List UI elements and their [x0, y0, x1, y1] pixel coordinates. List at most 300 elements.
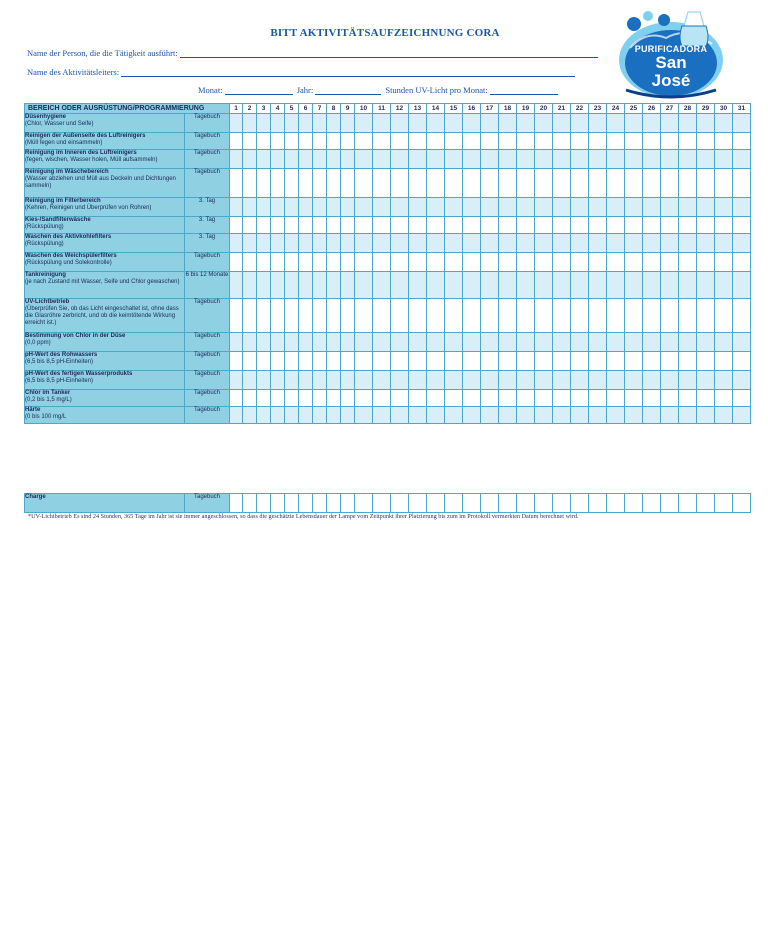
day-cell[interactable] [257, 299, 271, 333]
day-cell[interactable] [535, 390, 553, 407]
day-cell[interactable] [243, 198, 257, 217]
day-cell[interactable] [299, 407, 313, 424]
day-cell[interactable] [661, 371, 679, 390]
day-cell[interactable] [257, 272, 271, 299]
day-cell[interactable] [643, 390, 661, 407]
day-cell[interactable] [445, 253, 463, 272]
day-cell[interactable] [697, 299, 715, 333]
day-cell[interactable] [341, 272, 355, 299]
day-cell[interactable] [643, 299, 661, 333]
day-cell[interactable] [553, 407, 571, 424]
day-cell[interactable] [499, 407, 517, 424]
day-cell[interactable] [733, 253, 751, 272]
day-cell[interactable] [427, 150, 445, 169]
day-cell[interactable] [257, 114, 271, 133]
day-cell[interactable] [243, 390, 257, 407]
day-cell[interactable] [327, 407, 341, 424]
day-cell[interactable] [553, 352, 571, 371]
day-cell[interactable] [463, 253, 481, 272]
day-cell[interactable] [355, 299, 373, 333]
day-cell[interactable] [697, 407, 715, 424]
day-cell[interactable] [230, 299, 243, 333]
day-cell[interactable] [517, 352, 535, 371]
day-cell[interactable] [715, 371, 733, 390]
day-cell[interactable] [517, 333, 535, 352]
day-cell[interactable] [327, 133, 341, 150]
day-cell[interactable] [285, 133, 299, 150]
day-cell[interactable] [625, 114, 643, 133]
day-cell[interactable] [313, 352, 327, 371]
day-cell[interactable] [313, 299, 327, 333]
day-cell[interactable] [481, 150, 499, 169]
day-cell[interactable] [409, 352, 427, 371]
day-cell[interactable] [257, 390, 271, 407]
day-cell[interactable] [517, 114, 535, 133]
day-cell[interactable] [285, 114, 299, 133]
day-cell[interactable] [445, 299, 463, 333]
day-cell[interactable] [341, 333, 355, 352]
day-cell[interactable] [517, 169, 535, 198]
day-cell[interactable] [571, 150, 589, 169]
day-cell[interactable] [625, 333, 643, 352]
day-cell[interactable] [607, 272, 625, 299]
day-cell[interactable] [230, 371, 243, 390]
day-cell[interactable] [427, 169, 445, 198]
day-cell[interactable] [553, 114, 571, 133]
day-cell[interactable] [499, 169, 517, 198]
day-cell[interactable] [271, 407, 285, 424]
day-cell[interactable] [373, 407, 391, 424]
charge-day-cell[interactable] [517, 494, 535, 513]
day-cell[interactable] [643, 234, 661, 253]
day-cell[interactable] [271, 299, 285, 333]
day-cell[interactable] [625, 253, 643, 272]
day-cell[interactable] [571, 333, 589, 352]
day-cell[interactable] [313, 253, 327, 272]
day-cell[interactable] [463, 133, 481, 150]
day-cell[interactable] [299, 272, 313, 299]
day-cell[interactable] [327, 234, 341, 253]
day-cell[interactable] [243, 150, 257, 169]
day-cell[interactable] [341, 371, 355, 390]
day-cell[interactable] [327, 169, 341, 198]
day-cell[interactable] [499, 352, 517, 371]
day-cell[interactable] [271, 150, 285, 169]
day-cell[interactable] [355, 352, 373, 371]
day-cell[interactable] [535, 169, 553, 198]
day-cell[interactable] [391, 390, 409, 407]
day-cell[interactable] [715, 299, 733, 333]
day-cell[interactable] [535, 198, 553, 217]
day-cell[interactable] [373, 299, 391, 333]
day-cell[interactable] [313, 217, 327, 234]
charge-day-cell[interactable] [463, 494, 481, 513]
day-cell[interactable] [285, 217, 299, 234]
day-cell[interactable] [327, 114, 341, 133]
day-cell[interactable] [571, 352, 589, 371]
day-cell[interactable] [445, 169, 463, 198]
day-cell[interactable] [697, 150, 715, 169]
day-cell[interactable] [715, 253, 733, 272]
day-cell[interactable] [243, 352, 257, 371]
day-cell[interactable] [499, 371, 517, 390]
day-cell[interactable] [299, 133, 313, 150]
day-cell[interactable] [589, 114, 607, 133]
day-cell[interactable] [625, 352, 643, 371]
year-line[interactable] [315, 86, 381, 95]
day-cell[interactable] [355, 234, 373, 253]
day-cell[interactable] [427, 217, 445, 234]
day-cell[interactable] [481, 217, 499, 234]
day-cell[interactable] [607, 114, 625, 133]
day-cell[interactable] [733, 217, 751, 234]
day-cell[interactable] [643, 217, 661, 234]
day-cell[interactable] [535, 371, 553, 390]
day-cell[interactable] [553, 333, 571, 352]
day-cell[interactable] [391, 272, 409, 299]
day-cell[interactable] [445, 390, 463, 407]
day-cell[interactable] [230, 272, 243, 299]
day-cell[interactable] [661, 352, 679, 371]
day-cell[interactable] [445, 133, 463, 150]
leader-line[interactable] [121, 68, 575, 77]
day-cell[interactable] [427, 407, 445, 424]
day-cell[interactable] [409, 333, 427, 352]
day-cell[interactable] [607, 352, 625, 371]
day-cell[interactable] [589, 333, 607, 352]
day-cell[interactable] [625, 198, 643, 217]
day-cell[interactable] [517, 234, 535, 253]
day-cell[interactable] [427, 198, 445, 217]
day-cell[interactable] [553, 150, 571, 169]
day-cell[interactable] [535, 333, 553, 352]
day-cell[interactable] [271, 253, 285, 272]
day-cell[interactable] [607, 169, 625, 198]
day-cell[interactable] [285, 390, 299, 407]
day-cell[interactable] [285, 371, 299, 390]
day-cell[interactable] [499, 253, 517, 272]
day-cell[interactable] [355, 390, 373, 407]
day-cell[interactable] [341, 114, 355, 133]
day-cell[interactable] [230, 253, 243, 272]
day-cell[interactable] [299, 114, 313, 133]
day-cell[interactable] [299, 169, 313, 198]
day-cell[interactable] [571, 371, 589, 390]
day-cell[interactable] [697, 272, 715, 299]
day-cell[interactable] [257, 169, 271, 198]
day-cell[interactable] [571, 114, 589, 133]
day-cell[interactable] [230, 133, 243, 150]
day-cell[interactable] [625, 299, 643, 333]
day-cell[interactable] [445, 234, 463, 253]
day-cell[interactable] [391, 234, 409, 253]
day-cell[interactable] [243, 407, 257, 424]
day-cell[interactable] [733, 272, 751, 299]
day-cell[interactable] [625, 234, 643, 253]
charge-day-cell[interactable] [715, 494, 733, 513]
day-cell[interactable] [733, 333, 751, 352]
day-cell[interactable] [733, 198, 751, 217]
day-cell[interactable] [341, 217, 355, 234]
day-cell[interactable] [391, 407, 409, 424]
day-cell[interactable] [271, 333, 285, 352]
charge-day-cell[interactable] [409, 494, 427, 513]
day-cell[interactable] [697, 234, 715, 253]
day-cell[interactable] [679, 253, 697, 272]
day-cell[interactable] [243, 299, 257, 333]
day-cell[interactable] [715, 217, 733, 234]
day-cell[interactable] [517, 198, 535, 217]
day-cell[interactable] [341, 133, 355, 150]
day-cell[interactable] [643, 169, 661, 198]
day-cell[interactable] [589, 272, 607, 299]
day-cell[interactable] [463, 198, 481, 217]
day-cell[interactable] [243, 114, 257, 133]
day-cell[interactable] [409, 114, 427, 133]
day-cell[interactable] [481, 352, 499, 371]
day-cell[interactable] [733, 133, 751, 150]
day-cell[interactable] [499, 234, 517, 253]
day-cell[interactable] [391, 114, 409, 133]
day-cell[interactable] [553, 169, 571, 198]
day-cell[interactable] [535, 217, 553, 234]
day-cell[interactable] [643, 133, 661, 150]
day-cell[interactable] [553, 390, 571, 407]
day-cell[interactable] [373, 371, 391, 390]
day-cell[interactable] [715, 150, 733, 169]
day-cell[interactable] [243, 371, 257, 390]
day-cell[interactable] [679, 198, 697, 217]
day-cell[interactable] [589, 371, 607, 390]
day-cell[interactable] [257, 371, 271, 390]
day-cell[interactable] [481, 299, 499, 333]
day-cell[interactable] [661, 272, 679, 299]
day-cell[interactable] [481, 169, 499, 198]
day-cell[interactable] [463, 150, 481, 169]
day-cell[interactable] [427, 371, 445, 390]
day-cell[interactable] [607, 390, 625, 407]
day-cell[interactable] [285, 234, 299, 253]
day-cell[interactable] [643, 333, 661, 352]
month-line[interactable] [225, 86, 293, 95]
day-cell[interactable] [373, 352, 391, 371]
day-cell[interactable] [715, 333, 733, 352]
day-cell[interactable] [230, 234, 243, 253]
day-cell[interactable] [271, 169, 285, 198]
day-cell[interactable] [733, 114, 751, 133]
day-cell[interactable] [285, 352, 299, 371]
day-cell[interactable] [517, 371, 535, 390]
day-cell[interactable] [257, 198, 271, 217]
day-cell[interactable] [243, 272, 257, 299]
day-cell[interactable] [391, 371, 409, 390]
day-cell[interactable] [230, 198, 243, 217]
day-cell[interactable] [733, 390, 751, 407]
day-cell[interactable] [607, 133, 625, 150]
charge-day-cell[interactable] [733, 494, 751, 513]
day-cell[interactable] [733, 234, 751, 253]
day-cell[interactable] [607, 150, 625, 169]
day-cell[interactable] [589, 234, 607, 253]
day-cell[interactable] [643, 150, 661, 169]
day-cell[interactable] [243, 217, 257, 234]
day-cell[interactable] [409, 133, 427, 150]
day-cell[interactable] [463, 333, 481, 352]
day-cell[interactable] [697, 333, 715, 352]
day-cell[interactable] [341, 198, 355, 217]
day-cell[interactable] [285, 198, 299, 217]
day-cell[interactable] [355, 150, 373, 169]
day-cell[interactable] [299, 352, 313, 371]
day-cell[interactable] [661, 390, 679, 407]
day-cell[interactable] [661, 150, 679, 169]
person-line[interactable] [180, 49, 598, 58]
day-cell[interactable] [391, 352, 409, 371]
day-cell[interactable] [355, 407, 373, 424]
day-cell[interactable] [299, 333, 313, 352]
day-cell[interactable] [313, 371, 327, 390]
day-cell[interactable] [341, 352, 355, 371]
day-cell[interactable] [661, 217, 679, 234]
day-cell[interactable] [230, 169, 243, 198]
day-cell[interactable] [313, 333, 327, 352]
day-cell[interactable] [355, 114, 373, 133]
day-cell[interactable] [463, 114, 481, 133]
day-cell[interactable] [697, 114, 715, 133]
day-cell[interactable] [733, 150, 751, 169]
day-cell[interactable] [243, 253, 257, 272]
day-cell[interactable] [661, 333, 679, 352]
day-cell[interactable] [271, 352, 285, 371]
charge-day-cell[interactable] [625, 494, 643, 513]
day-cell[interactable] [499, 114, 517, 133]
day-cell[interactable] [571, 169, 589, 198]
day-cell[interactable] [661, 253, 679, 272]
day-cell[interactable] [313, 272, 327, 299]
day-cell[interactable] [625, 407, 643, 424]
charge-day-cell[interactable] [243, 494, 257, 513]
day-cell[interactable] [661, 234, 679, 253]
day-cell[interactable] [733, 371, 751, 390]
day-cell[interactable] [499, 150, 517, 169]
day-cell[interactable] [733, 299, 751, 333]
day-cell[interactable] [409, 150, 427, 169]
day-cell[interactable] [409, 371, 427, 390]
day-cell[interactable] [299, 390, 313, 407]
day-cell[interactable] [733, 407, 751, 424]
day-cell[interactable] [643, 114, 661, 133]
day-cell[interactable] [715, 272, 733, 299]
day-cell[interactable] [697, 169, 715, 198]
day-cell[interactable] [445, 198, 463, 217]
charge-day-cell[interactable] [299, 494, 313, 513]
day-cell[interactable] [373, 114, 391, 133]
day-cell[interactable] [373, 217, 391, 234]
day-cell[interactable] [373, 198, 391, 217]
day-cell[interactable] [341, 253, 355, 272]
day-cell[interactable] [257, 234, 271, 253]
day-cell[interactable] [341, 234, 355, 253]
day-cell[interactable] [391, 299, 409, 333]
day-cell[interactable] [697, 133, 715, 150]
day-cell[interactable] [445, 333, 463, 352]
day-cell[interactable] [285, 333, 299, 352]
day-cell[interactable] [355, 217, 373, 234]
day-cell[interactable] [257, 150, 271, 169]
day-cell[interactable] [327, 253, 341, 272]
day-cell[interactable] [299, 234, 313, 253]
day-cell[interactable] [355, 272, 373, 299]
day-cell[interactable] [230, 407, 243, 424]
day-cell[interactable] [499, 299, 517, 333]
day-cell[interactable] [463, 352, 481, 371]
day-cell[interactable] [499, 198, 517, 217]
day-cell[interactable] [243, 234, 257, 253]
day-cell[interactable] [589, 390, 607, 407]
day-cell[interactable] [373, 169, 391, 198]
day-cell[interactable] [643, 371, 661, 390]
day-cell[interactable] [391, 198, 409, 217]
day-cell[interactable] [607, 217, 625, 234]
day-cell[interactable] [715, 390, 733, 407]
day-cell[interactable] [271, 272, 285, 299]
day-cell[interactable] [481, 407, 499, 424]
day-cell[interactable] [697, 390, 715, 407]
day-cell[interactable] [427, 333, 445, 352]
day-cell[interactable] [679, 352, 697, 371]
day-cell[interactable] [355, 333, 373, 352]
day-cell[interactable] [625, 217, 643, 234]
day-cell[interactable] [481, 198, 499, 217]
day-cell[interactable] [409, 234, 427, 253]
day-cell[interactable] [679, 333, 697, 352]
day-cell[interactable] [463, 407, 481, 424]
charge-day-cell[interactable] [571, 494, 589, 513]
day-cell[interactable] [553, 133, 571, 150]
day-cell[interactable] [715, 169, 733, 198]
day-cell[interactable] [679, 299, 697, 333]
day-cell[interactable] [553, 253, 571, 272]
day-cell[interactable] [257, 253, 271, 272]
day-cell[interactable] [427, 234, 445, 253]
day-cell[interactable] [679, 407, 697, 424]
day-cell[interactable] [257, 217, 271, 234]
day-cell[interactable] [553, 272, 571, 299]
day-cell[interactable] [230, 352, 243, 371]
day-cell[interactable] [409, 217, 427, 234]
charge-day-cell[interactable] [481, 494, 499, 513]
day-cell[interactable] [481, 371, 499, 390]
charge-day-cell[interactable] [535, 494, 553, 513]
day-cell[interactable] [409, 407, 427, 424]
day-cell[interactable] [679, 371, 697, 390]
day-cell[interactable] [341, 407, 355, 424]
day-cell[interactable] [553, 299, 571, 333]
charge-day-cell[interactable] [285, 494, 299, 513]
day-cell[interactable] [445, 150, 463, 169]
day-cell[interactable] [481, 390, 499, 407]
day-cell[interactable] [299, 150, 313, 169]
charge-day-cell[interactable] [271, 494, 285, 513]
day-cell[interactable] [463, 169, 481, 198]
day-cell[interactable] [445, 217, 463, 234]
day-cell[interactable] [535, 299, 553, 333]
day-cell[interactable] [391, 133, 409, 150]
day-cell[interactable] [409, 198, 427, 217]
day-cell[interactable] [589, 133, 607, 150]
day-cell[interactable] [679, 169, 697, 198]
day-cell[interactable] [571, 407, 589, 424]
